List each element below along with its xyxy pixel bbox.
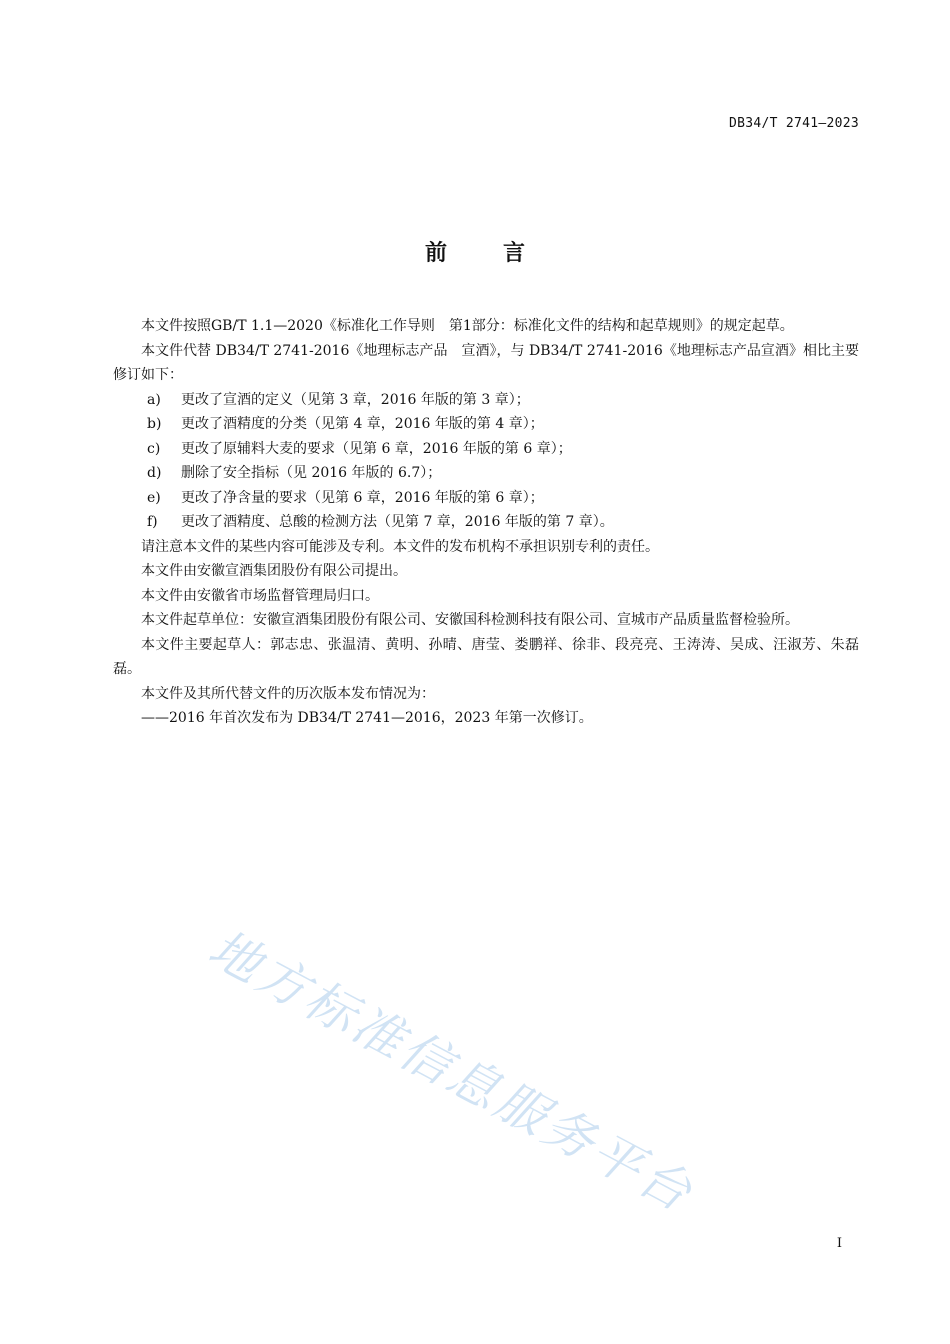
list-item — [113, 437, 859, 462]
paragraph-drafting-basis: 本文件按照GB/T 1.1—2020《标准化工作导则 第1部分：标准化文件的结构和起草规则》的规定起草。 — [141, 318, 794, 334]
paragraph-version-history: 本文件及其所代替文件的历次版本发布情况为： — [141, 685, 435, 702]
list-marker: d) — [147, 465, 162, 481]
paragraph-version-entry: ——2016 年首次发布为 DB34/T 2741—2016，2023 年第一次修订。 — [141, 710, 593, 726]
list-item — [113, 412, 859, 437]
list-text: 更改了净含量的要求（见第 6 章，2016 年版的第 6 章）； — [181, 489, 544, 506]
list-marker: c) — [147, 440, 161, 457]
list-item — [113, 486, 859, 511]
list-item — [113, 510, 859, 535]
list-text: 更改了酒精度、总酸的检测方法（见第 7 章，2016 年版的第 7 章）。 — [181, 514, 614, 530]
revision-list — [113, 388, 859, 535]
paragraph-administrator: 本文件由安徽省市场监督管理局归口。 — [141, 587, 379, 604]
paragraph-proposer: 本文件由安徽宣酒集团股份有限公司提出。 — [141, 563, 407, 579]
list-marker: b) — [147, 416, 162, 432]
list-marker: a) — [147, 391, 161, 408]
paragraph-replacement: 本文件代替 DB34/T 2741-2016《地理标志产品 宣酒》，与 DB34/T 2741-2016《地理标志产品宣酒》相比主要修订如下： — [113, 342, 859, 383]
list-text: 更改了原辅料大麦的要求（见第 6 章，2016 年版的第 6 章）； — [181, 440, 572, 457]
paragraph-drafters: 本文件主要起草人：郭志忠、张温清、黄明、孙晴、唐莹、娄鹏祥、徐非、段亮亮、王涛涛、吴成、汪淑芳、朱磊磊。 — [113, 636, 859, 677]
list-item — [113, 461, 859, 486]
watermark: 地方标准信息服务平台 — [199, 918, 704, 1224]
page-title: 前言 — [424, 241, 581, 266]
paragraph-patent-notice: 请注意本文件的某些内容可能涉及专利。本文件的发布机构不承担识别专利的责任。 — [141, 538, 659, 555]
document-body — [113, 314, 859, 731]
standard-code: DB34/T 2741—2023 — [728, 116, 859, 131]
paragraph-drafting-units: 本文件起草单位：安徽宣酒集团股份有限公司、安徽国科检测科技有限公司、宣城市产品质量监督检验所。 — [141, 612, 799, 628]
list-text: 更改了宣酒的定义（见第 3 章，2016 年版的第 3 章）； — [181, 391, 530, 408]
list-item — [113, 388, 859, 413]
page-number: I — [836, 1236, 842, 1251]
list-text: 删除了安全指标（见 2016 年版的 6.7）； — [181, 465, 442, 481]
list-marker: e) — [147, 489, 161, 506]
list-marker: f) — [147, 514, 158, 530]
list-text: 更改了酒精度的分类（见第 4 章，2016 年版的第 4 章）； — [181, 416, 544, 432]
